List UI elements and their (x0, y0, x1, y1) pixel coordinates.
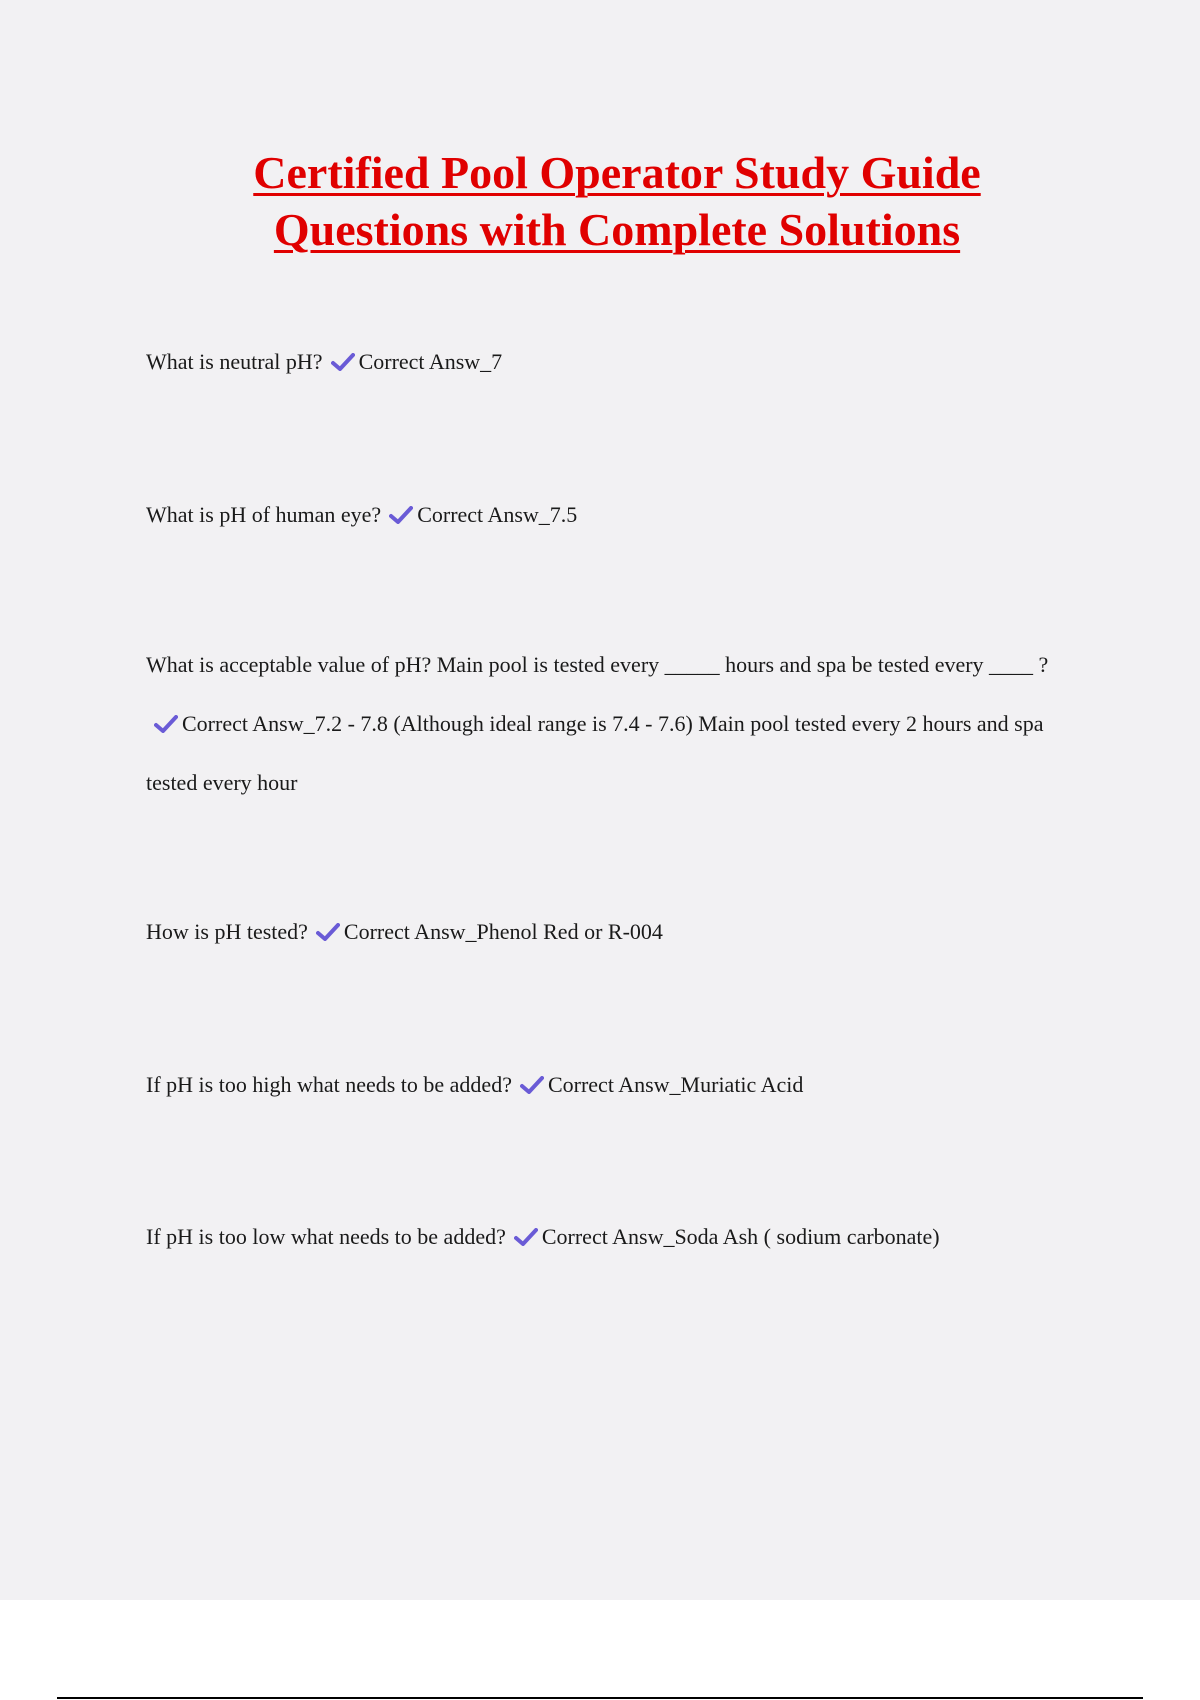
checkmark-icon (389, 506, 413, 524)
answer-text: Correct Answ_7 (358, 349, 503, 374)
checkmark-icon (331, 353, 355, 371)
question-text: What is acceptable value of pH? Main pool is tested every _____ hours and spa be tested every ____ ? (146, 652, 1049, 677)
title-line-1: Certified Pool Operator Study Guide (253, 147, 981, 198)
question-text: What is pH of human eye? (146, 502, 382, 527)
qa-item-6 (146, 1207, 1076, 1266)
question-text: How is pH tested? (146, 919, 308, 944)
answer-text: Correct Answ_Muriatic Acid (547, 1072, 804, 1097)
qa-item-5 (146, 1055, 1076, 1114)
answer-text: Correct Answ_Phenol Red or R-004 (343, 919, 663, 944)
checkmark-icon (520, 1076, 544, 1094)
checkmark-icon (154, 715, 178, 733)
question-text: If pH is too low what needs to be added? (146, 1224, 506, 1249)
qa-item-1 (146, 332, 1076, 391)
qa-item-2 (146, 485, 1076, 544)
footer-divider (57, 1697, 1143, 1699)
answer-text: Correct Answ_7.5 (417, 502, 578, 527)
answer-text: Correct Answ_7.2 - 7.8 (Although ideal range is 7.4 - 7.6) Main pool tested every 2 hours and spa tested every hour (146, 711, 1044, 795)
qa-item-3 (146, 635, 1076, 812)
title-line-2: Questions with Complete Solutions (273, 204, 961, 255)
answer-text: Correct Answ_Soda Ash ( sodium carbonate) (541, 1224, 940, 1249)
checkmark-icon (316, 923, 340, 941)
qa-item-4 (146, 902, 1076, 961)
document-title (0, 144, 1200, 258)
checkmark-icon (514, 1228, 538, 1246)
question-text: If pH is too high what needs to be added? (146, 1072, 512, 1097)
question-text: What is neutral pH? (146, 349, 323, 374)
